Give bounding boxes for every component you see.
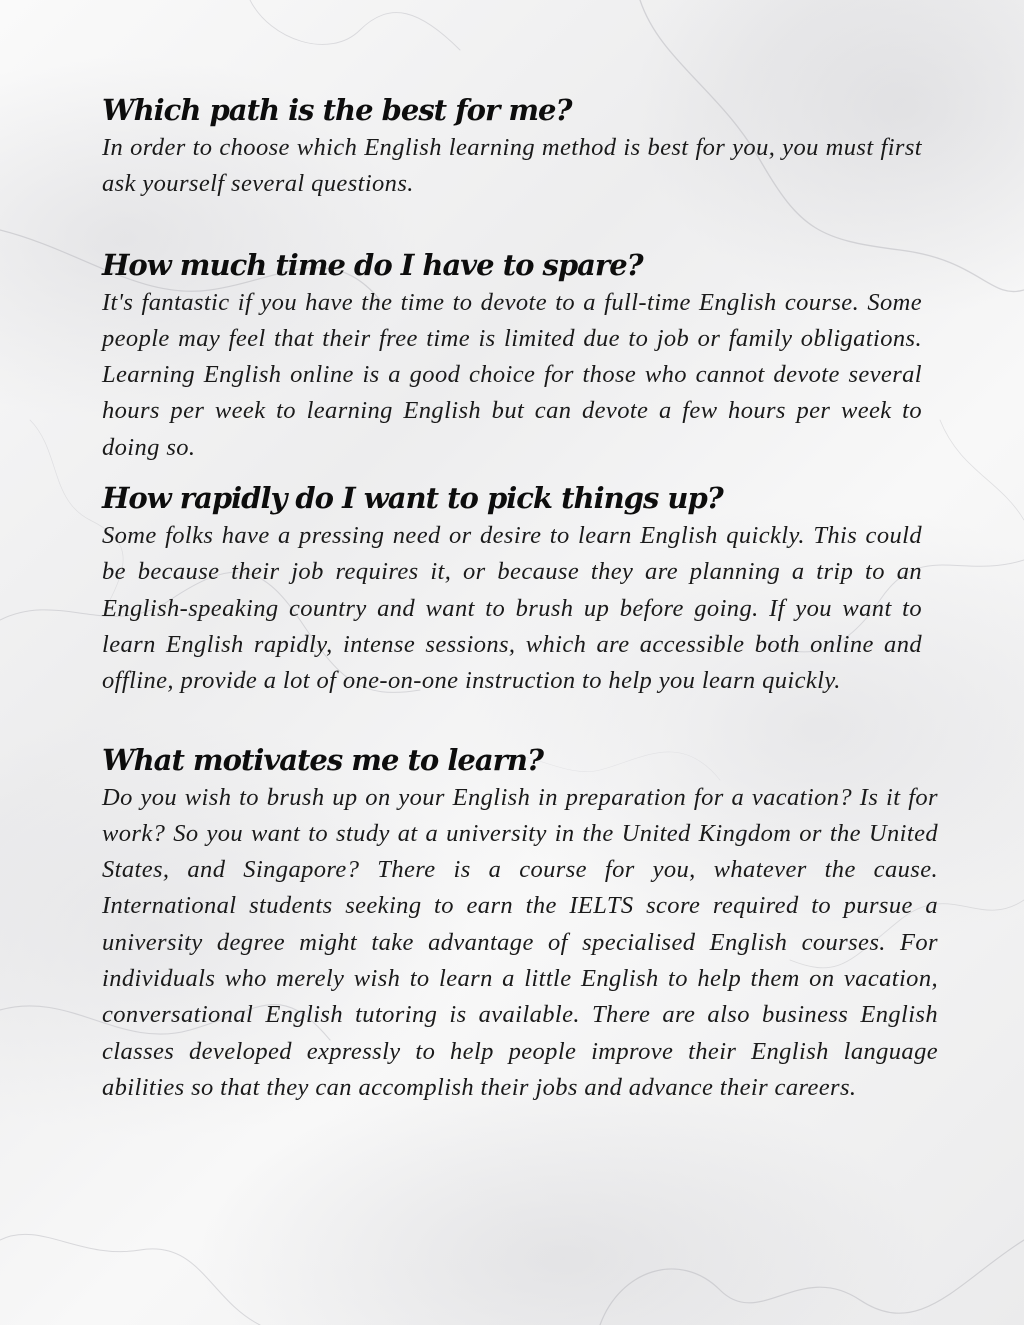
heading-time-to-spare: How much time do I have to spare? [102,247,643,282]
heading-learning-speed: How rapidly do I want to pick things up? [102,481,723,516]
section-learning-speed [102,478,922,699]
section-time-to-spare [102,245,922,466]
paragraph-learning-speed: Some folks have a pressing need or desire to learn English quickly. This could be because their job requires it, or because they are planning a trip to an English-speaking country and want to brush up before going. If you want to learn English rapidly, intense sessions, which are accessible both online and offline, provide a lot of one-on-one instruction to help you learn quickly. [102,522,922,695]
paragraph-best-path: In order to choose which English learning method is best for you, you must first ask yourself several questions. [102,134,922,198]
section-motivation [102,740,938,1107]
section-best-path [102,90,922,203]
heading-best-path: Which path is the best for me? [102,93,572,127]
document-content [102,90,938,1106]
paragraph-motivation: Do you wish to brush up on your English in preparation for a vacation? Is it for work? So you want to study at a university in the United Kingdom or the United States, and Singapore? There is a course for you, whatever the cause. International students seeking to earn the IELTS score required to pursue a university degree might take advantage of specialised English courses. For individuals who merely wish to learn a little English to help them on vacation, conversational English tutoring is available. There are also business English classes developed expressly to help people improve their English language abilities so that they can accomplish their jobs and advance their careers. [102,783,938,1101]
heading-motivation: What motivates me to learn? [102,742,543,777]
paragraph-time-to-spare: It's fantastic if you have the time to devote to a full-time English course. Some people may feel that their free time is limited due to job or family obligations. Learning English online is a good choice for those who cannot devote several hours per week to learning English but can devote a few hours per week to doing so. [102,288,922,461]
